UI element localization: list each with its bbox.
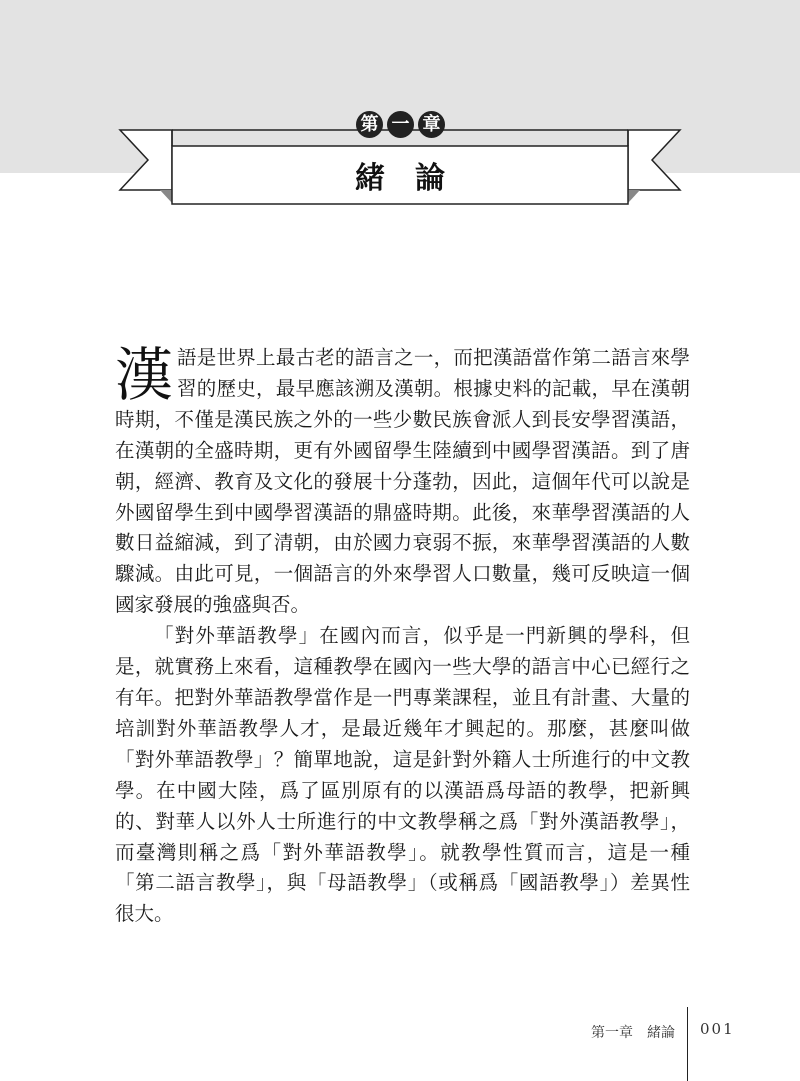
ribbon-right-tail [628,130,680,190]
ribbon-right-fold [628,190,640,203]
drop-cap: 漢 [115,341,174,409]
running-head: 第一章 緒論 [591,1025,675,1041]
chapter-number-badges [356,111,444,139]
paragraph-2: 「對外華語教學」在國內而言，似乎是一門新興的學科，但是，就實務上來看，這種教學在國內一些大學的語言中心已經行之有年。把對外華語教學當作是一門專業課程，並且有計畫、大量的培訓對外華語教學人才，是最近幾年才興起的。那麼，甚麼叫做「對外華語教學」？簡單地說，這是針對外籍人士所進行的中文教學。在中國大陸，爲了區別原有的以漢語爲母語的教學，把新興的、對華人以外人士所進行的中文教學稱之爲「對外漢語教學」，而臺灣則稱之爲「對外華語教學」。就教學性質而言，這是一種「第二語言教學」，與「母語教學」（或稱爲「國語教學」）差異性很大。 [115,624,690,926]
ribbon-left-tail [120,130,172,190]
chapter-title: 緒論 [355,161,475,196]
body-text [115,343,690,930]
paragraph-1 [115,343,690,621]
chapter-badge-di: 第 [356,111,383,138]
footer-divider [687,1007,688,1081]
ribbon-left-fold [160,190,172,203]
chapter-badge-yi: 一 [387,111,414,138]
chapter-badge-zhang: 章 [418,111,445,138]
paragraph-1-text: 語是世界上最古老的語言之一，而把漢語當作第二語言來學習的歷史，最早應該溯及漢朝。根據史料的記載，早在漢朝時期，不僅是漢民族之外的一些少數民族會派人到長安學習漢語，在漢朝的全盛時期，更有外國留學生陸續到中國學習漢語。到了唐朝，經濟、教育及文化的發展十分蓬勃，因此，這個年代可以說是外國留學生到中國學習漢語的鼎盛時期。此後，來華學習漢語的人數日益縮減，到了清朝，由於國力衰弱不振，來華學習漢語的人數驟減。由此可見，一個語言的外來學習人口數量，幾可反映這一個國家發展的強盛與否。 [115,346,690,617]
page-number: 001 [700,1020,735,1038]
